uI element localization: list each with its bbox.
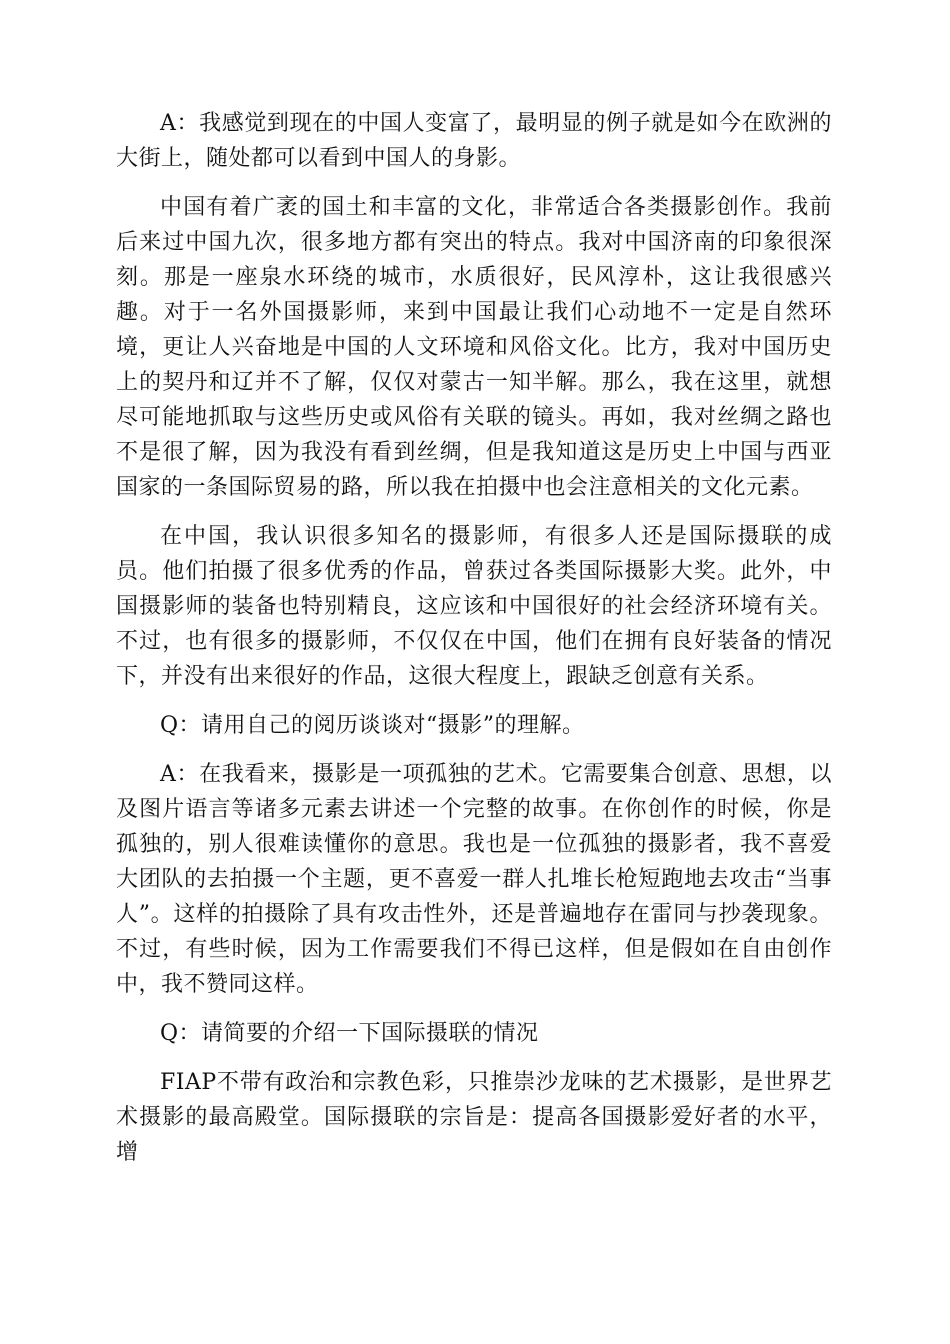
paragraph-china-photography: 中国有着广袤的国土和丰富的文化，非常适合各类摄影创作。我前后来过中国九次，很多地方都有突出的特点。我对中国济南的印象很深刻。那是一座泉水环绕的城市，水质很好，民风淳朴，这让我很感兴趣。对于一名外国摄影师，来到中国最让我们心动地不一定是自然环境，更让人兴奋地是中国的人文环境和风俗文化。比方，我对中国历史上的契丹和辽并不了解，仅仅对蒙古一知半解。那么，我在这里，就想尽可能地抓取与这些历史或风俗有关联的镜头。再如，我对丝绸之路也不是很了解，因为我没有看到丝绸，但是我知道这是历史上中国与西亚国家的一条国际贸易的路，所以我在拍摄中也会注意相关的文化元素。	[116, 195, 832, 500]
paragraph-question-photography: Q：请用自己的阅历谈谈对“摄影”的理解。	[160, 713, 585, 738]
paragraph-question-fiap: Q：请简要的介绍一下国际摄联的情况	[160, 1021, 539, 1046]
paragraph-chinese-photographers: 在中国，我认识很多知名的摄影师，有很多人还是国际摄联的成员。他们拍摄了很多优秀的作品，曾获过各类国际摄影大奖。此外，中国摄影师的装备也特别精良，这应该和中国很好的社会经济环境有关。不过，也有很多的摄影师，不仅仅在中国，他们在拥有良好装备的情况下，并没有出来很好的作品，这很大程度上，跟缺乏创意有关系。	[116, 524, 832, 689]
document-page	[116, 106, 832, 1184]
paragraph-answer-lonely-art: A：在我看来，摄影是一项孤独的艺术。它需要集合创意、思想，以及图片语言等诸多元素去讲述一个完整的故事。在你创作的时候，你是孤独的，别人很难读懂你的意思。我也是一位孤独的摄影者，我不喜爱大团队的去拍摄一个主题，更不喜爱一群人扎堆长枪短跑地去攻击“当事人”。这样的拍摄除了具有攻击性外，还是普遍地存在雷同与抄袭现象。不过，有些时候，因为工作需要我们不得已这样，但是假如在自由创作中，我不赞同这样。	[116, 762, 832, 997]
paragraph-fiap-intro: FIAP不带有政治和宗教色彩，只推崇沙龙味的艺术摄影，是世界艺术摄影的最高殿堂。国际摄联的宗旨是：提高各国摄影爱好者的水平，增	[116, 1070, 832, 1165]
paragraph-answer-china-wealth: A：我感觉到现在的中国人变富了，最明显的例子就是如今在欧洲的大街上，随处都可以看到中国人的身影。	[116, 111, 832, 171]
